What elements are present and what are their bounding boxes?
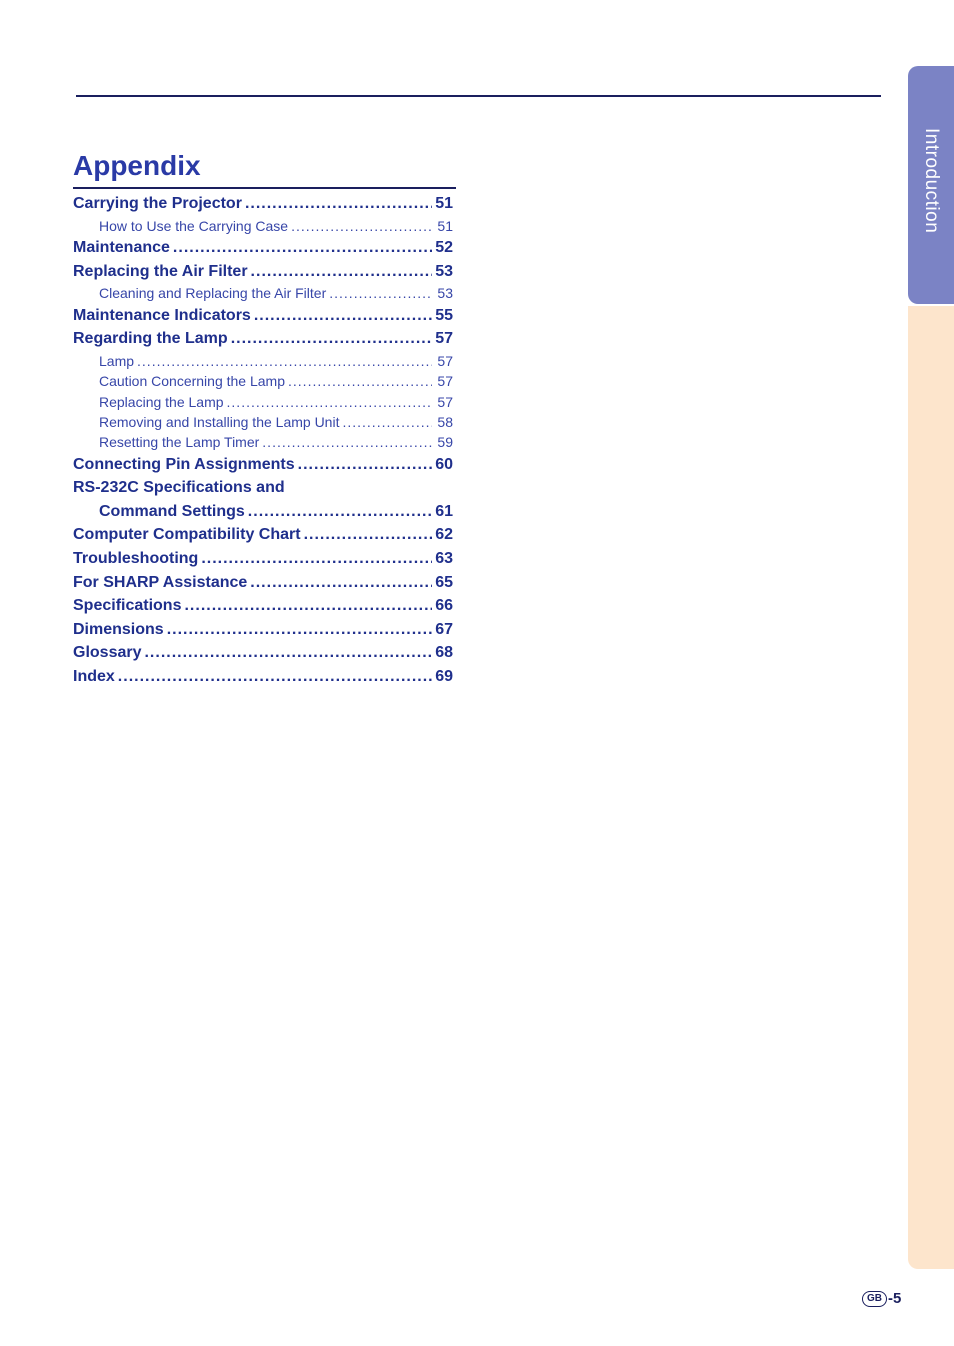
toc-dot-leader [227,392,432,412]
toc-page-number: 69 [435,668,453,686]
toc-entry-label: Caution Concerning the Lamp [99,373,286,390]
toc-subentry[interactable] [73,412,453,432]
toc-page-number: 51 [435,195,453,212]
toc-dot-leader [304,523,432,547]
toc-entry-label: Replacing the Lamp [99,393,224,410]
toc-entry-label: Removing and Installing the Lamp Unit [99,413,340,430]
toc-entry[interactable] [73,523,453,547]
side-color-strip [908,306,954,1269]
toc-entry-label: Command Settings [99,502,245,520]
section-tab-introduction[interactable] [908,66,954,304]
toc-entry[interactable] [73,665,453,689]
toc-dot-leader [173,236,432,260]
toc-page-number: 52 [435,238,453,256]
toc-subentry[interactable] [73,392,453,412]
toc-dot-leader [251,260,432,284]
toc-dot-leader [118,665,432,689]
toc-page-number: 55 [435,306,453,324]
toc-page-number: 67 [435,620,453,638]
toc-dot-leader [291,216,432,236]
table-of-contents [73,192,453,689]
toc-page-number: 63 [435,550,453,568]
toc-entry-label: Computer Compatibility Chart [73,526,301,544]
toc-dot-leader [137,351,432,371]
toc-page-number: 61 [435,502,453,520]
toc-page-number: 68 [435,644,453,662]
toc-entry-label: Lamp [99,352,135,369]
toc-subentry[interactable] [73,283,453,303]
toc-page-number: 57 [437,352,453,369]
toc-entry-label: Connecting Pin Assignments [73,455,295,473]
toc-entry[interactable] [73,304,453,328]
toc-entry[interactable] [73,594,453,618]
toc-entry-label: Carrying the Projector [73,195,242,212]
toc-entry-label: Specifications [73,597,182,615]
toc-dot-leader [245,192,432,216]
toc-dot-leader [231,327,432,351]
toc-entry-label: Troubleshooting [73,550,199,568]
toc-entry-label: For SHARP Assistance [73,573,248,591]
toc-page-number: 51 [437,217,453,234]
toc-page-number: 59 [437,434,453,451]
toc-dot-leader [184,594,432,618]
toc-entry[interactable] [73,641,453,665]
toc-page-number: 62 [435,526,453,544]
toc-dot-leader [298,453,432,477]
toc-page-number: 66 [435,597,453,615]
toc-entry-label: Maintenance [73,238,170,256]
toc-page-number: 57 [437,373,453,390]
toc-entry-label: RS-232C Specifications and [73,479,285,497]
region-badge: GB [862,1291,887,1307]
page-number [862,1290,901,1307]
toc-entry-label: Cleaning and Replacing the Air Filter [99,285,327,302]
toc-page-number: 57 [437,393,453,410]
toc-dot-leader [167,618,432,642]
toc-entry[interactable] [73,192,453,216]
page-title: Appendix [73,150,201,181]
toc-page-number: 60 [435,455,453,473]
toc-dot-leader [342,412,432,432]
toc-dot-leader [254,304,432,328]
toc-subentry[interactable] [73,216,453,236]
toc-dot-leader [288,371,432,391]
toc-dot-leader [262,432,432,452]
toc-entry[interactable] [73,236,453,260]
toc-dot-leader [329,283,432,303]
toc-entry[interactable] [73,260,453,284]
section-tab-label: Introduction [921,128,942,234]
toc-dot-leader [248,500,432,524]
toc-subentry[interactable] [73,432,453,452]
header-rule [76,95,881,97]
toc-page-number: 53 [435,262,453,280]
toc-entry[interactable] [73,547,453,571]
toc-subentry[interactable] [73,351,453,371]
toc-entry-label: Resetting the Lamp Timer [99,434,260,451]
title-rule [73,187,456,189]
toc-entry-label: Replacing the Air Filter [73,262,248,280]
toc-dot-leader [144,641,432,665]
toc-entry[interactable] [73,453,453,477]
toc-entry-label: Maintenance Indicators [73,306,251,324]
toc-dot-leader [250,571,432,595]
toc-page-number: 53 [437,285,453,302]
toc-dot-leader [201,547,432,571]
toc-entry[interactable] [73,500,453,524]
toc-entry-label: Glossary [73,644,142,662]
toc-page-number: 58 [437,413,453,430]
toc-entry[interactable] [73,571,453,595]
toc-entry-label: Regarding the Lamp [73,330,228,348]
toc-page-number: 57 [435,330,453,348]
toc-subentry[interactable] [73,371,453,391]
toc-entry[interactable] [73,327,453,351]
toc-entry-label: How to Use the Carrying Case [99,217,289,234]
toc-page-number: 65 [435,573,453,591]
toc-entry[interactable] [73,618,453,642]
page-number-value: -5 [888,1290,902,1307]
toc-entry-label: Dimensions [73,620,164,638]
toc-entry-label: Index [73,668,115,686]
toc-entry[interactable] [73,476,453,500]
